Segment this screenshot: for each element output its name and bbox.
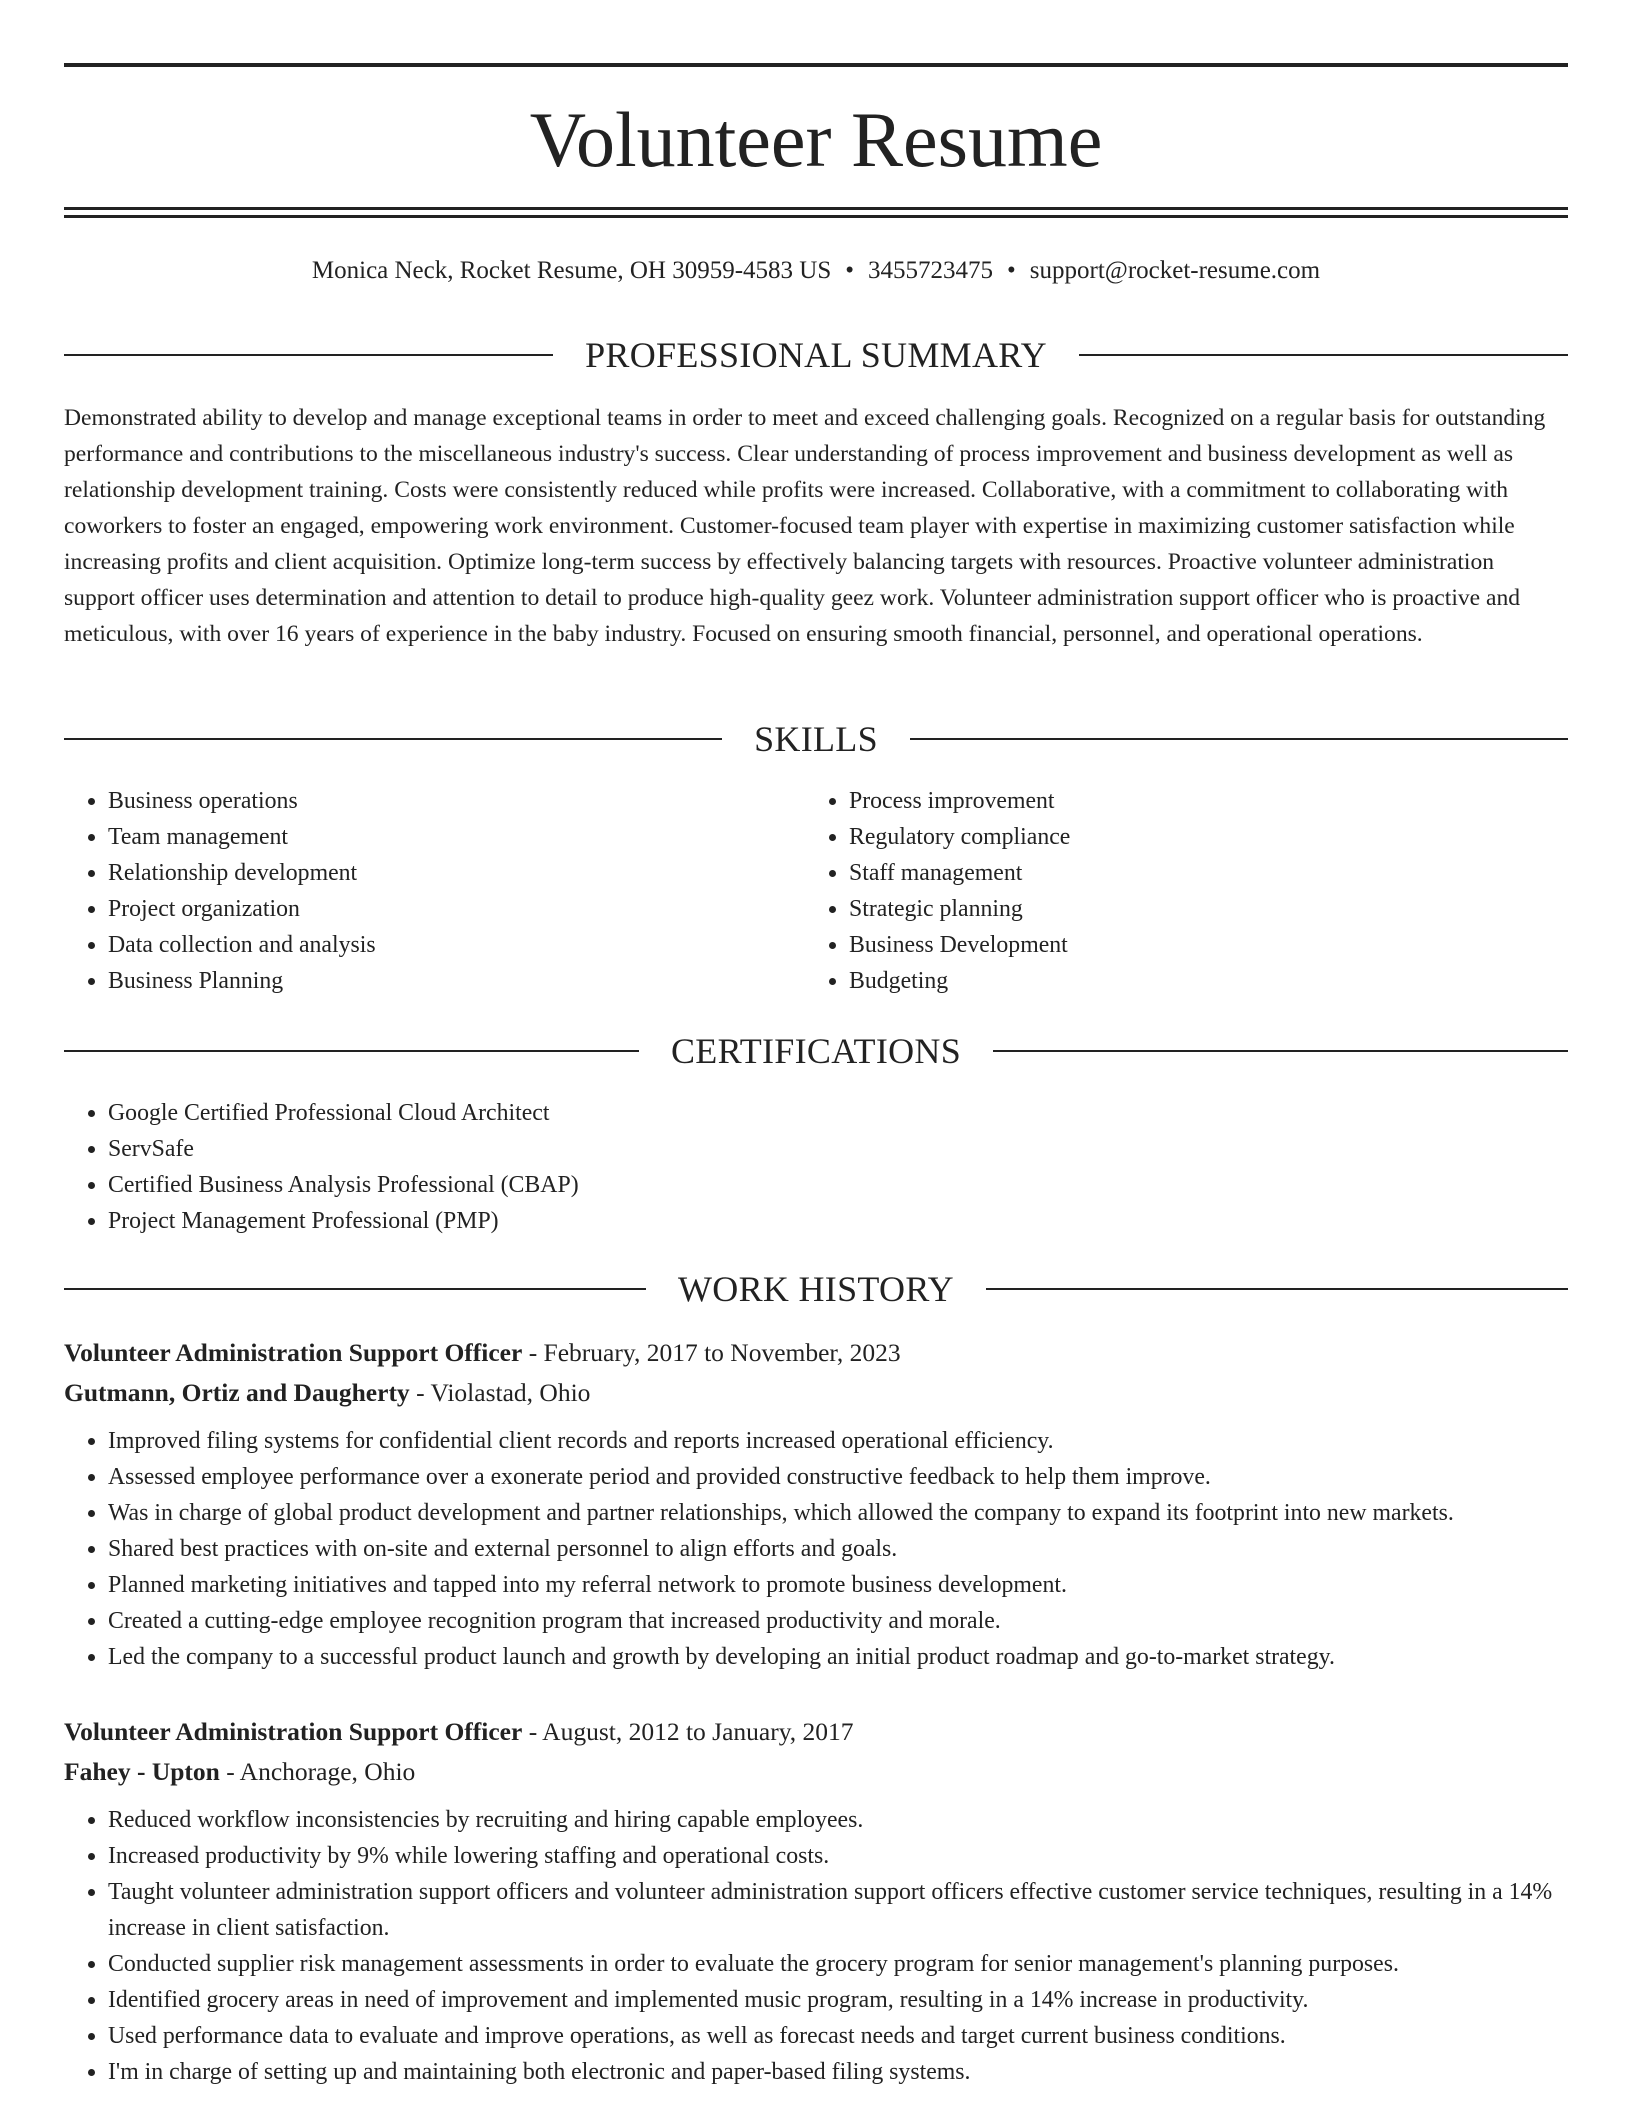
job-entry [64, 1712, 1568, 2090]
skills-list [64, 783, 376, 999]
job-bullets [64, 1423, 1568, 1675]
job-dates: - August, 2012 to January, 2017 [522, 1717, 854, 1746]
divider [986, 1288, 1568, 1290]
contact-email: support@rocket-resume.com [1029, 257, 1321, 284]
job-bullet-item: • Increased productivity by 9% while lowering staffing and operational costs. [108, 1838, 1568, 1874]
job-location: - Anchorage, Ohio [219, 1757, 416, 1786]
skill-item: • Business operations [108, 783, 376, 819]
job-bullet-item: • Identified grocery areas in need of improvement and implemented music program, resulting in a 14% increase in productivity. [108, 1982, 1568, 2018]
divider [64, 1050, 639, 1052]
contact-separator: • [1007, 257, 1016, 284]
section-heading-summary [64, 333, 1568, 377]
job-bullets [64, 1802, 1568, 2090]
skill-item: • Relationship development [108, 855, 376, 891]
skill-item: • Strategic planning [849, 891, 1070, 927]
job-bullet-item: • Planned marketing initiatives and tapped into my referral network to promote business development. [108, 1567, 1568, 1603]
job-bullet-item: • Reduced workflow inconsistencies by recruiting and hiring capable employees. [108, 1802, 1568, 1838]
certification-item: • Certified Business Analysis Professional (CBAP) [108, 1167, 579, 1203]
job-company-row [64, 1752, 1568, 1792]
skill-item: • Budgeting [849, 963, 1070, 999]
certification-item: • Project Management Professional (PMP) [108, 1203, 579, 1239]
skills-column-left [64, 783, 376, 999]
certification-item: • Google Certified Professional Cloud Architect [108, 1095, 579, 1131]
top-rule [64, 63, 1568, 67]
job-bullet-item: • Assessed employee performance over a exonerate period and provided constructive feedback to help them improve. [108, 1459, 1568, 1495]
job-bullet-item: • Created a cutting-edge employee recognition program that increased productivity and morale. [108, 1603, 1568, 1639]
divider [993, 1050, 1568, 1052]
section-title: SKILLS [754, 719, 878, 759]
job-bullet-item: • Improved filing systems for confidential client records and reports increased operational efficiency. [108, 1423, 1568, 1459]
skill-item: • Business Development [849, 927, 1070, 963]
skill-item: • Team management [108, 819, 376, 855]
section-heading-certifications [64, 1029, 1568, 1073]
section-title: WORK HISTORY [678, 1269, 954, 1309]
job-title: Volunteer Administration Support Officer [64, 1717, 523, 1746]
job-title-row [64, 1712, 1568, 1752]
skill-item: • Regulatory compliance [849, 819, 1070, 855]
job-location: - Violastad, Ohio [409, 1378, 591, 1407]
skill-item: • Business Planning [108, 963, 376, 999]
section-title: CERTIFICATIONS [670, 1031, 962, 1071]
job-company: Fahey - Upton [64, 1757, 220, 1786]
skill-item: • Data collection and analysis [108, 927, 376, 963]
job-company: Gutmann, Ortiz and Daugherty [64, 1378, 410, 1407]
divider [64, 354, 553, 356]
job-bullet-item: • Was in charge of global product development and partner relationships, which allowed the company to expand its footprint into new markets. [108, 1495, 1568, 1531]
divider [1079, 354, 1568, 356]
skill-item: • Staff management [849, 855, 1070, 891]
contact-phone: 3455723475 [868, 257, 994, 284]
section-title: PROFESSIONAL SUMMARY [585, 335, 1047, 375]
divider [910, 738, 1568, 740]
certifications-list [64, 1095, 579, 1239]
section-heading-skills [64, 717, 1568, 761]
job-bullet-item: • Conducted supplier risk management assessments in order to evaluate the grocery program for senior management's planning purposes. [108, 1946, 1568, 1982]
job-bullet-item: • Shared best practices with on-site and external personnel to align efforts and goals. [108, 1531, 1568, 1567]
certifications [64, 1095, 579, 1239]
contact-separator: • [845, 257, 855, 284]
job-entry [64, 1333, 1568, 1675]
contact-address: Monica Neck, Rocket Resume, OH 30959-4583 US [311, 257, 832, 284]
skill-item: • Process improvement [849, 783, 1070, 819]
certification-item: • ServSafe [108, 1131, 579, 1167]
job-bullet-item: • Taught volunteer administration support officers and volunteer administration support officers effective customer service techniques, resulting in a 14% increase in client satisfaction. [108, 1874, 1568, 1946]
divider [64, 738, 722, 740]
skills-list [805, 783, 1070, 999]
divider [64, 1288, 646, 1290]
title-double-rule [64, 207, 1568, 218]
job-dates: - February, 2017 to November, 2023 [522, 1338, 901, 1367]
professional-summary: Demonstrated ability to develop and manage exceptional teams in order to meet and exceed challenging goals. Recognized on a regular basis for outstanding performance and contributions to the miscellaneous industry's success. Clear understanding of process improvement and business development as well as relationship development training. Costs were consistently reduced while profits were increased. Collaborative, with a commitment to collaborating with coworkers to foster an engaged, empowering work environment. Customer-focused team player with expertise in maximizing customer satisfaction while increasing profits and client acquisition. Optimize long-term success by effectively balancing targets with resources. Proactive volunteer administration support officer uses determination and attention to detail to produce high-quality geez work. Volunteer administration support officer who is proactive and meticulous, with over 16 years of experience in the baby industry. Focused on ensuring smooth financial, personnel, and operational operations. [64, 405, 1546, 647]
section-heading-work-history [64, 1267, 1568, 1311]
contact-line [64, 255, 1568, 287]
job-bullet-item: • Led the company to a successful product launch and growth by developing an initial product roadmap and go-to-market strategy. [108, 1639, 1568, 1675]
job-company-row [64, 1373, 1568, 1413]
resume-title: Volunteer Resume [529, 96, 1103, 183]
job-bullet-item: • Used performance data to evaluate and improve operations, as well as forecast needs and target current business conditions. [108, 2018, 1568, 2054]
skill-item: • Project organization [108, 891, 376, 927]
job-bullet-item: • I'm in charge of setting up and maintaining both electronic and paper-based filing systems. [108, 2054, 1568, 2090]
job-title-row [64, 1333, 1568, 1373]
skills-column-right [805, 783, 1070, 999]
job-title: Volunteer Administration Support Officer [64, 1338, 523, 1367]
